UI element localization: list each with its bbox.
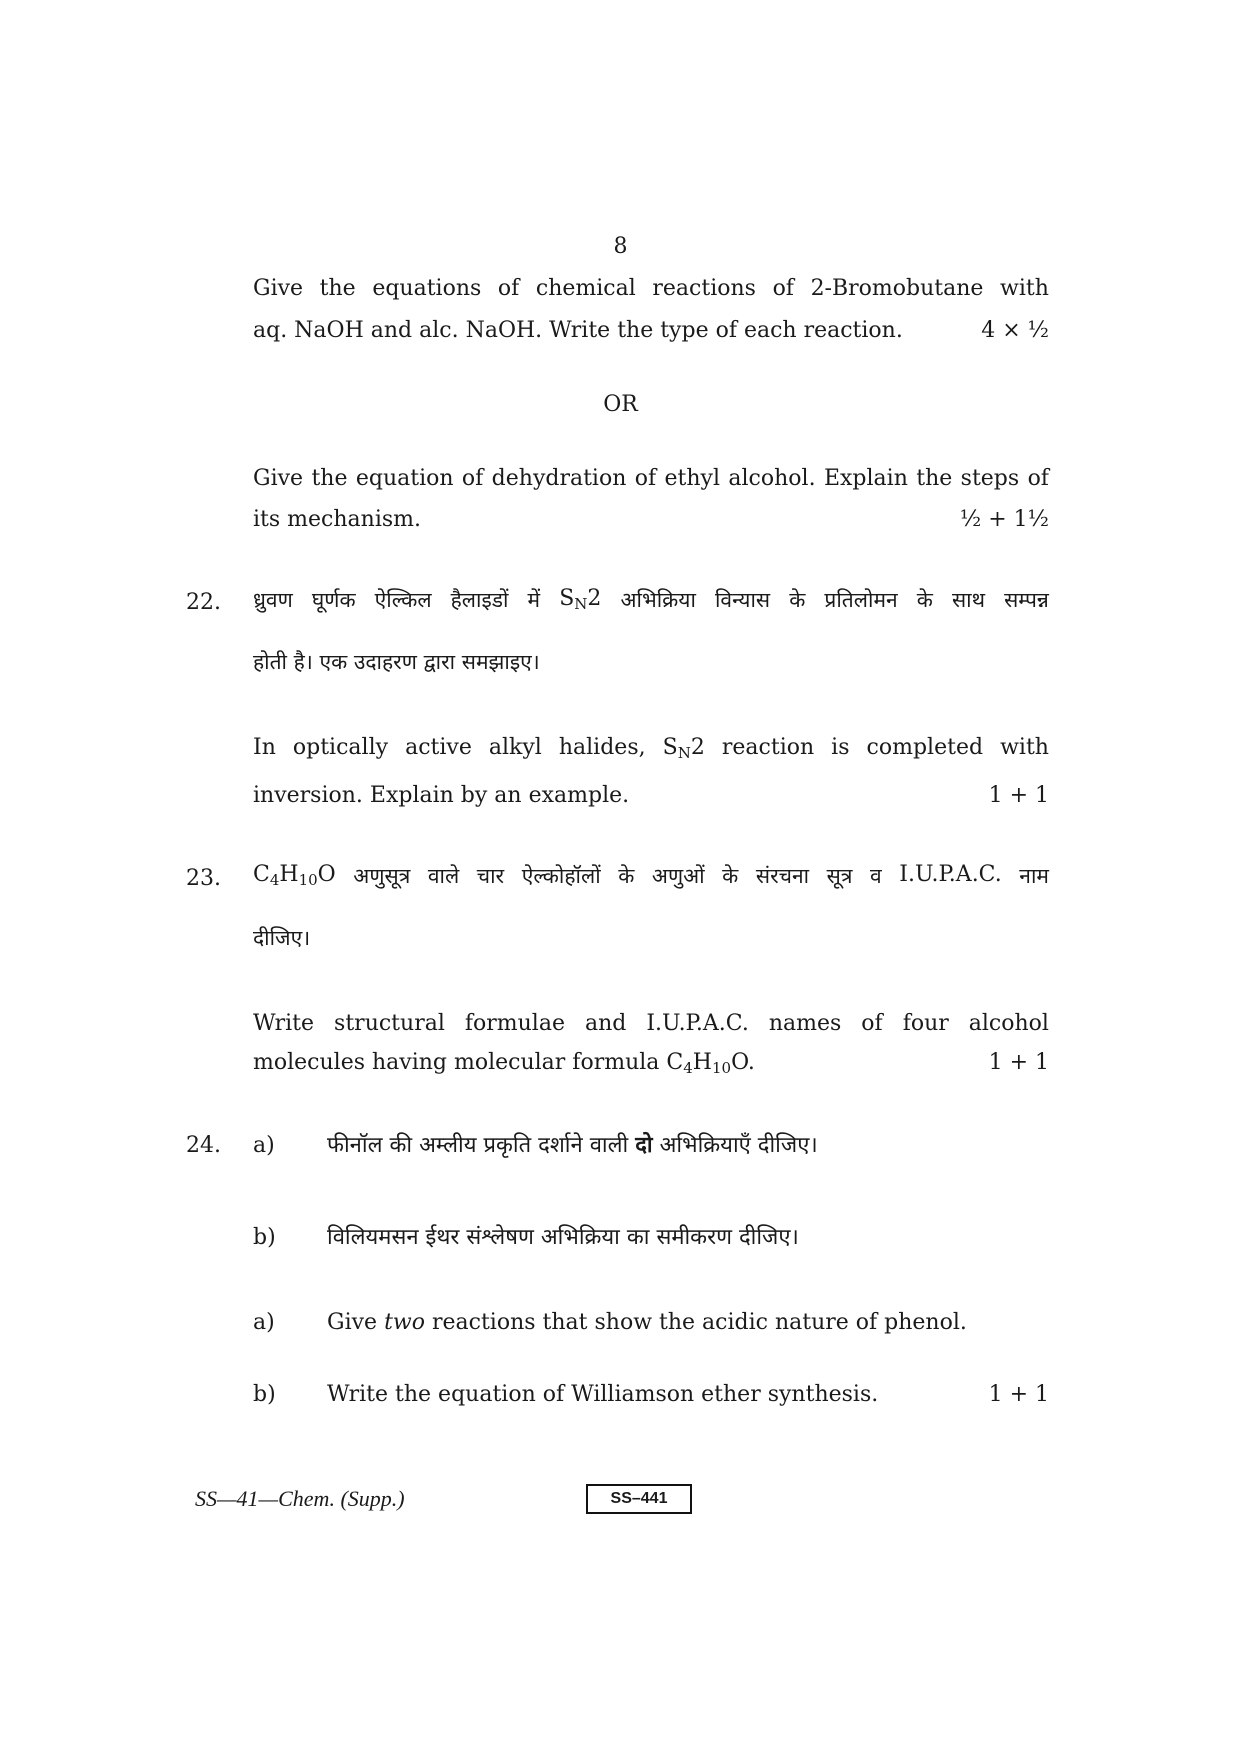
word: chemical	[535, 276, 636, 301]
question-number-23: 23.	[186, 866, 221, 891]
text: molecules having molecular formula	[253, 1050, 667, 1075]
sn-suffix: 2	[587, 586, 602, 611]
word: Give	[253, 466, 304, 491]
word: dehydration	[491, 466, 627, 491]
word: ऐल्कोहॉलों	[521, 864, 601, 888]
formula-subscript: 4	[269, 871, 280, 889]
word: में	[527, 588, 541, 612]
word: alcohol	[968, 1011, 1049, 1036]
footer-paper-code: SS—41—Chem. (Supp.)	[195, 1486, 405, 1511]
q23-marks: 1 + 1	[988, 1050, 1049, 1075]
word: चार	[476, 864, 505, 888]
formula-h: H	[279, 862, 299, 887]
q21-alt-line2: its mechanism.	[253, 507, 421, 532]
q23-hindi-line2: दीजिए।	[253, 926, 311, 950]
q24-hindi-b-label: b)	[253, 1225, 276, 1250]
word: reactions	[652, 276, 756, 301]
bold-text: दो	[635, 1133, 653, 1158]
q24-marks: 1 + 1	[988, 1382, 1049, 1407]
word: वाले	[427, 864, 460, 888]
word: of	[497, 276, 520, 301]
sn-s: S	[662, 735, 678, 760]
word: ऐल्किल	[374, 588, 432, 612]
text: फीनॉल की अम्लीय प्रकृति दर्शाने वाली	[327, 1133, 636, 1158]
sn2-term	[559, 586, 601, 614]
word: I.U.P.A.C.	[899, 862, 1002, 887]
word: Give	[253, 276, 304, 301]
word: the	[916, 466, 953, 491]
word: हैलाइडों	[450, 588, 509, 612]
word: reaction	[721, 735, 815, 760]
sn-subscript: N	[574, 595, 588, 613]
word: equations	[372, 276, 482, 301]
word: सम्पन्न	[1004, 588, 1049, 612]
word: के	[789, 588, 806, 612]
q22-english-line1	[253, 735, 1049, 760]
text: reactions that show the acidic nature of phenol.	[424, 1310, 967, 1335]
text: अभिक्रियाएँ दीजिए।	[652, 1133, 818, 1158]
word: names	[768, 1011, 842, 1036]
word: equation	[355, 466, 454, 491]
word: steps	[960, 466, 1020, 491]
word: के	[618, 864, 635, 888]
q21-line1	[253, 276, 1049, 301]
word: अभिक्रिया	[620, 588, 696, 612]
q21-line2: aq. NaOH and alc. NaOH. Write the type of each reaction.	[253, 318, 903, 343]
q23-hindi-line1	[253, 862, 1049, 890]
q24-hindi-a	[327, 1129, 818, 1159]
page-number: 8	[613, 234, 628, 259]
word: four	[902, 1011, 949, 1036]
word: संरचना	[755, 864, 810, 888]
formula-c: C	[666, 1050, 684, 1075]
q23-english-line1	[253, 1011, 1049, 1036]
word: the	[319, 276, 356, 301]
word: is	[831, 735, 850, 760]
word: of	[772, 276, 794, 301]
question-number-24: 24.	[186, 1133, 221, 1158]
formula-c4h10o	[253, 862, 336, 890]
word: halides,	[558, 735, 646, 760]
formula-o: O	[317, 862, 336, 887]
word: completed	[866, 735, 984, 760]
word: अणुओं	[651, 864, 705, 888]
word: of	[461, 466, 484, 491]
q21-marks: 4 × ½	[981, 318, 1049, 343]
q24-hindi-b: विलियमसन ईथर संश्लेषण अभिक्रिया का समीकरण दीजिए।	[327, 1225, 799, 1250]
word: Explain	[823, 466, 908, 491]
word: 2-Bromobutane	[810, 276, 984, 301]
text: .	[747, 1050, 755, 1075]
word: optically	[292, 735, 389, 760]
sn-subscript: N	[677, 744, 691, 762]
word: घूर्णक	[311, 588, 356, 612]
word: नाम	[1019, 864, 1049, 888]
word: structural	[334, 1011, 445, 1036]
formula-c: C	[253, 862, 270, 887]
sn2-term	[663, 735, 705, 760]
q24-english-a-label: a)	[253, 1310, 275, 1335]
question-number-22: 22.	[186, 590, 221, 615]
q24-hindi-a-label: a)	[253, 1133, 275, 1158]
word: with	[1000, 276, 1049, 301]
word: विन्यास	[714, 588, 771, 612]
text: Give	[327, 1310, 385, 1335]
q21-alt-line1	[253, 466, 1049, 491]
formula-o: O	[731, 1050, 748, 1075]
q22-hindi-line2: होती है। एक उदाहरण द्वारा समझाइए।	[253, 650, 540, 674]
formula-subscript: 10	[711, 1059, 732, 1077]
word: ethyl	[664, 466, 721, 491]
word: के	[916, 588, 933, 612]
word: of	[861, 1011, 883, 1036]
italic-text: two	[384, 1310, 425, 1335]
word: के	[722, 864, 739, 888]
word: सूत्र	[826, 864, 853, 888]
word: व	[870, 864, 882, 888]
word: Write	[253, 1011, 315, 1036]
word: active	[405, 735, 472, 760]
q24-english-b: Write the equation of Williamson ether synthesis.	[327, 1382, 879, 1407]
word: प्रतिलोमन	[824, 588, 898, 612]
word: the	[311, 466, 348, 491]
q24-english-b-label: b)	[253, 1382, 276, 1407]
q24-english-a	[327, 1310, 967, 1335]
word: alcohol.	[728, 466, 816, 491]
or-separator: OR	[603, 392, 638, 417]
word: In	[253, 735, 276, 760]
word: साथ	[951, 588, 986, 612]
formula-subscript: 10	[298, 871, 318, 889]
word: ध्रुवण	[253, 588, 293, 612]
sn-suffix: 2	[690, 735, 705, 760]
word: I.U.P.A.C.	[646, 1011, 749, 1036]
q22-english-line2: inversion. Explain by an example.	[253, 783, 630, 808]
q22-marks: 1 + 1	[988, 783, 1049, 808]
formula-subscript: 4	[683, 1059, 693, 1077]
word: of	[634, 466, 657, 491]
sn-s: S	[559, 586, 575, 611]
word: and	[584, 1011, 627, 1036]
q23-english-line2	[253, 1050, 755, 1075]
formula-h: H	[692, 1050, 712, 1075]
q22-hindi-line1	[253, 586, 1049, 614]
q21-alt-marks: ½ + 1½	[959, 507, 1049, 532]
word: formulae	[464, 1011, 565, 1036]
word: with	[1000, 735, 1049, 760]
word: alkyl	[488, 735, 542, 760]
footer-code-box: SS–441	[586, 1484, 692, 1514]
word: अणुसूत्र	[353, 864, 411, 888]
word: of	[1027, 466, 1049, 491]
